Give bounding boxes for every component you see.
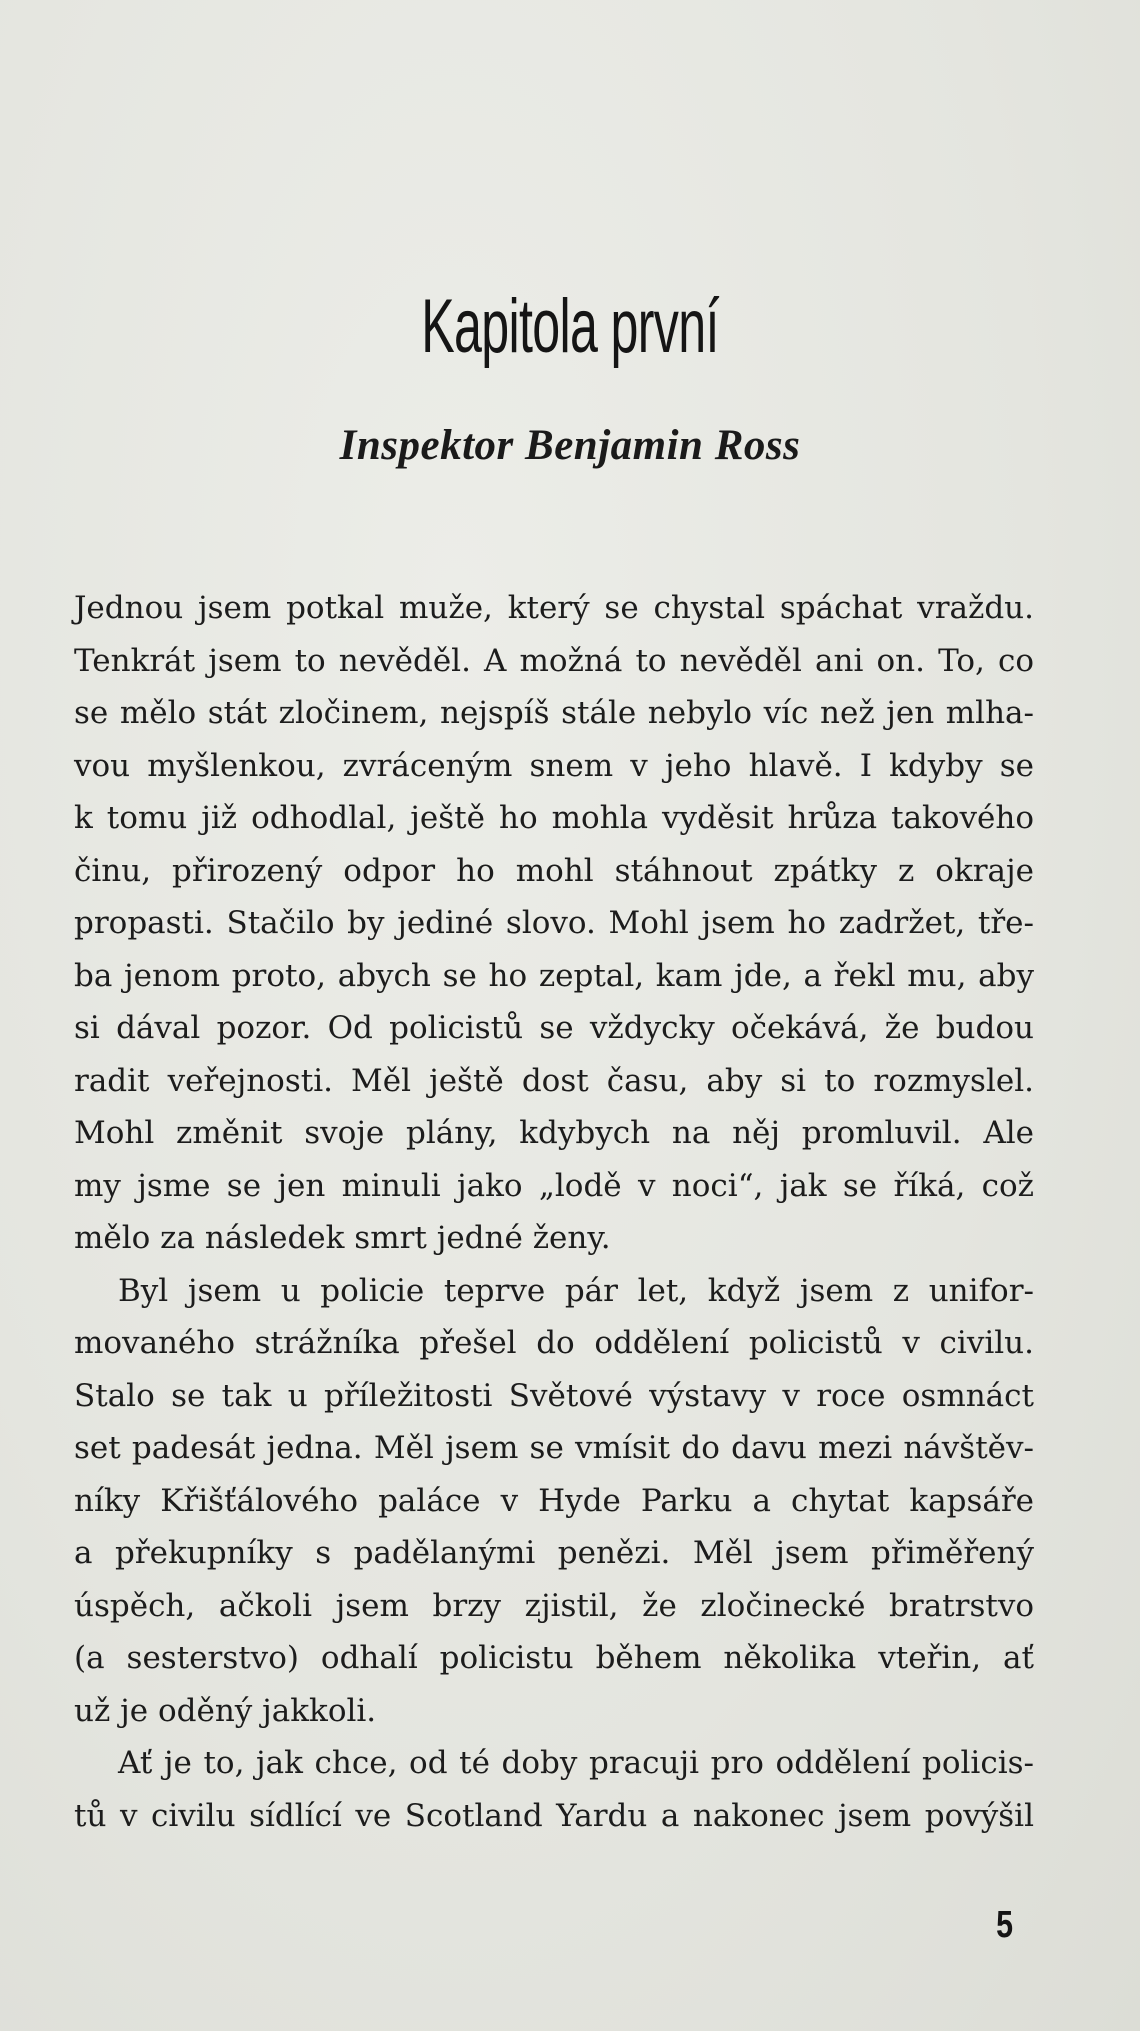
- chapter-subtitle: Inspektor Benjamin Ross: [339, 422, 801, 469]
- body-text: [74, 582, 1034, 1842]
- text-line: k tomu již odhodlal, ještě ho mohla vyděsit hrůza takového: [74, 800, 1034, 836]
- text-line: my jsme se jen minuli jako „lodě v noci“, jak se říká, což: [74, 1167, 1034, 1204]
- text-line: činu, přirozený odpor ho mohl stáhnout zpátky z okraje: [74, 852, 1034, 889]
- text-line: si dával pozor. Od policistů se vždycky očekává, že budou: [74, 1010, 1034, 1046]
- text-line: radit veřejnosti. Měl ještě dost času, aby si to rozmyslel.: [74, 1062, 1034, 1099]
- text-line: níky Křišťálového paláce v Hyde Parku a chytat kapsáře: [74, 1482, 1034, 1519]
- paragraph-3: [74, 1737, 1034, 1842]
- text-line: set padesát jedna. Měl jsem se vmísit do davu mezi návštěv-: [74, 1430, 1034, 1466]
- text-line: Stalo se tak u příležitosti Světové výstavy v roce osmnáct: [74, 1377, 1034, 1414]
- text-line: vou myšlenkou, zvráceným snem v jeho hlavě. I kdyby se: [74, 747, 1034, 784]
- text-line: Byl jsem u policie teprve pár let, když jsem z unifor-: [118, 1272, 1034, 1309]
- text-line: movaného strážníka přešel do oddělení policistů v civilu.: [74, 1325, 1034, 1361]
- text-line: Mohl změnit svoje plány, kdybych na něj promluvil. Ale: [74, 1115, 1034, 1151]
- text-line: úspěch, ačkoli jsem brzy zjistil, že zločinecké bratrstvo: [74, 1587, 1034, 1624]
- paragraph-2: [74, 1265, 1034, 1738]
- text-line: propasti. Stačilo by jediné slovo. Mohl jsem ho zadržet, tře-: [74, 905, 1034, 941]
- text-line: a překupníky s padělanými penězi. Měl jsem přiměřený: [74, 1535, 1034, 1571]
- text-line: se mělo stát zločinem, nejspíš stále nebylo víc než jen mlha-: [74, 695, 1034, 731]
- paragraph-1: [74, 582, 1034, 1265]
- chapter-title: Kapitola první: [421, 284, 719, 369]
- text-line: mělo za následek smrt jedné ženy.: [74, 1220, 611, 1256]
- page-number: 5: [996, 1904, 1014, 1946]
- text-line: už je oděný jakkoli.: [74, 1692, 377, 1729]
- text-line: tů v civilu sídlící ve Scotland Yardu a nakonec jsem povýšil: [74, 1797, 1034, 1834]
- text-line: Tenkrát jsem to nevěděl. A možná to nevěděl ani on. To, co: [74, 642, 1034, 679]
- text-line: Jednou jsem potkal muže, který se chystal spáchat vraždu.: [74, 590, 1034, 626]
- text-line: Ať je to, jak chce, od té doby pracuji pro oddělení policis-: [118, 1745, 1034, 1781]
- text-line: ba jenom proto, abych se ho zeptal, kam jde, a řekl mu, aby: [74, 957, 1034, 994]
- text-line: (a sesterstvo) odhalí policistu během několika vteřin, ať: [74, 1640, 1034, 1676]
